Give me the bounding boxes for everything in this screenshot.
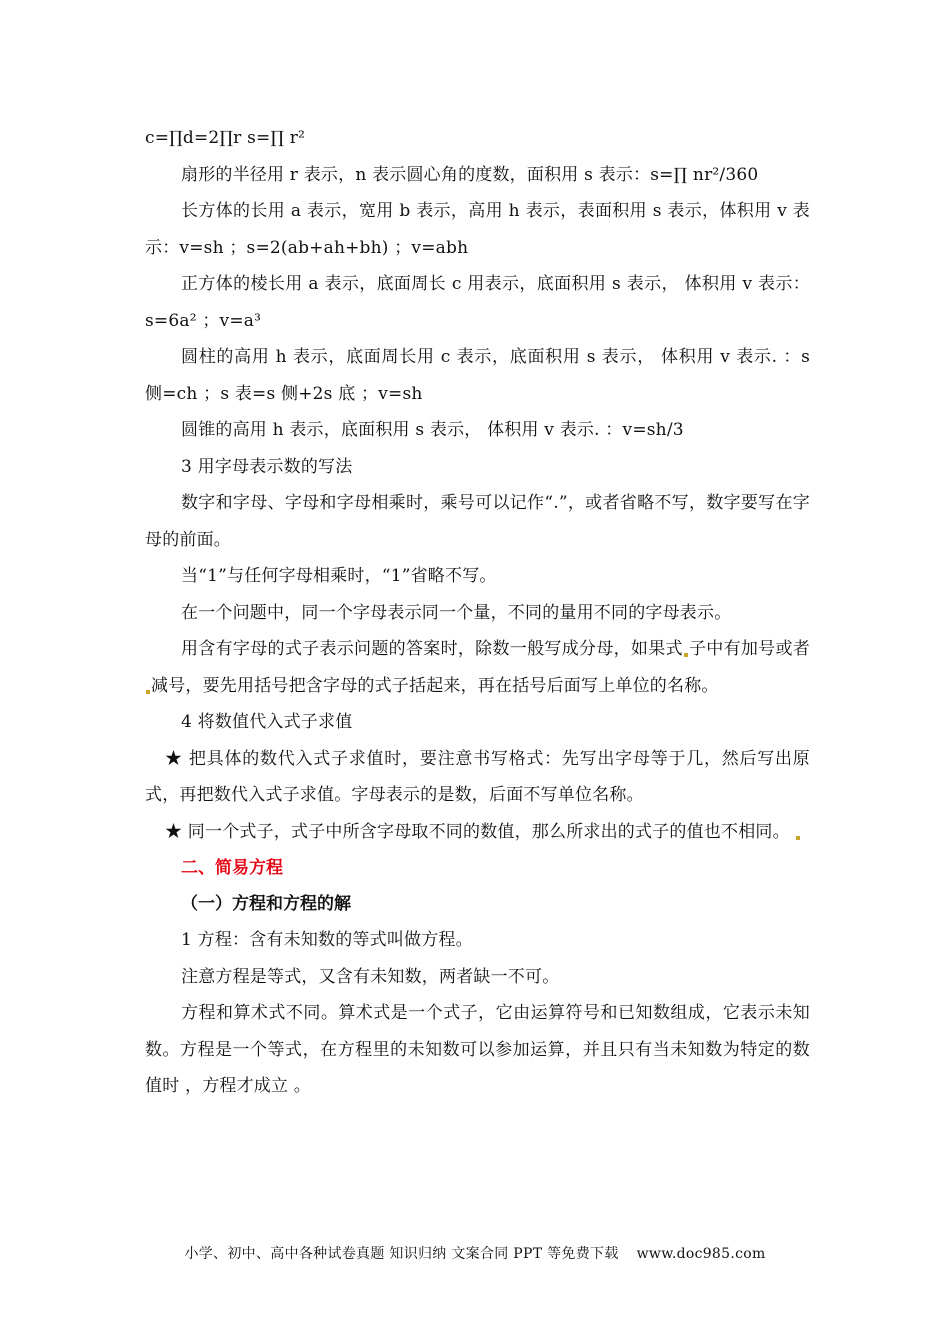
sector-formula-paragraph: 扇形的半径用 r 表示，n 表示圆心角的度数，面积用 s 表示：s=∏ nr²/360 [181,164,759,185]
multiplication-rule-paragraph: 数字和字母、字母和字母相乘时，乘号可以记作“.”，或者省略不写，数字要写在字母的前面。 [145,493,810,550]
answer-format-text-b: 子中有加号或者 [688,639,810,659]
equation-vs-arithmetic-paragraph: 方程和算术式不同。算术式是一个式子，它由运算符号和已知数组成，它表示未知数。方程是一个等式，在方程里的未知数可以参加运算，并且只有当未知数为特定的数值时 ，方程才成立 。 [145,1003,810,1096]
footer-url[interactable]: www.doc985.com [636,1246,766,1262]
one-omission-rule-paragraph: 当“1”与任何字母相乘时，“1”省略不写。 [181,566,497,586]
highlight-mark [684,653,688,657]
star-note-format: ★ 把具体的数代入式子求值时，要注意书写格式：先写出字母等于几，然后写出原式，再把数代入式子求值。字母表示的是数，后面不写单位名称。 [145,748,810,805]
star-note-values [145,814,810,851]
star-note-values-text: ★ 同一个式子，式子中所含字母取不同的数值，那么所求出的式子的值也不相同。 [165,821,790,842]
answer-format-paragraph [145,631,810,704]
substitution-heading: 4 将数值代入式子求值 [181,712,353,732]
same-letter-rule-paragraph: 在一个问题中，同一个字母表示同一个量，不同的量用不同的字母表示。 [181,602,732,623]
section-heading-equations: 二、简易方程 [181,858,283,878]
highlight-mark [146,690,150,694]
cylinder-formula-paragraph: 圆柱的高用 h 表示，底面周长用 c 表示，底面积用 s 表示， 体积用 v 表示. ：s 侧=ch ；s 表=s 侧+2s 底 ；v=sh [145,347,810,404]
cone-formula-paragraph: 圆锥的高用 h 表示，底面积用 s 表示， 体积用 v 表示. ：v=sh/3 [181,420,684,440]
footer-text: 小学、初中、高中各种试卷真题 知识归纳 文案合同 PPT 等免费下载 [184,1246,619,1262]
answer-format-text-a: 用含有字母的式子表示问题的答案时，除数一般写成分母，如果式 [181,639,683,659]
equation-note: 注意方程是等式，又含有未知数，两者缺一不可。 [181,966,560,987]
page-footer [0,1244,950,1264]
circle-formula-line: c=∏d=2∏r s=∏ r² [145,128,306,148]
cube-formula-paragraph: 正方体的棱长用 a 表示，底面周长 c 用表示，底面积用 s 表示， 体积用 v 表示：s=6a² ；v=a³ [145,274,810,331]
cuboid-formula-paragraph: 长方体的长用 a 表示，宽用 b 表示，高用 h 表示，表面积用 s 表示，体积用 v 表示：v=sh ；s=2(ab+ah+bh) ；v=abh [145,201,810,258]
letter-notation-heading: 3 用字母表示数的写法 [181,456,353,477]
highlight-mark [796,836,800,840]
document-body [145,120,810,1105]
answer-format-text-c: 减号，要先用括号把含字母的式子括起来，再在括号后面写上单位的名称。 [151,675,719,696]
equation-definition: 1 方程：含有未知数的等式叫做方程。 [181,930,473,950]
subsection-heading-equation-solution: （一）方程和方程的解 [181,894,351,914]
